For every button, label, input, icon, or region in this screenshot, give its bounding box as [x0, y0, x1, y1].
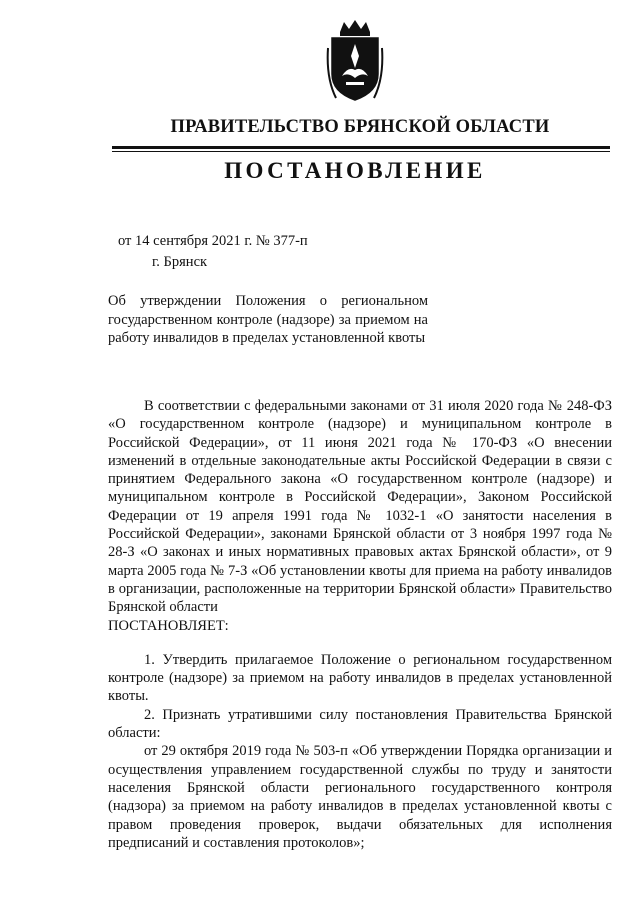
coat-of-arms-emblem	[326, 18, 384, 106]
item-2-paragraph: 2. Признать утратившими силу постановления Правительства Брянской области:	[108, 706, 612, 742]
date-number-line: от 14 сентября 2021 г. № 377-п	[118, 233, 308, 249]
government-name: ПРАВИТЕЛЬСТВО БРЯНСКОЙ ОБЛАСТИ	[170, 117, 550, 137]
document-subject: Об утверждении Положения о региональном государственном контроле (надзоре) за приемом на работу инвалидов в пределах установленной квоты	[108, 293, 428, 346]
resolves-heading: ПОСТАНОВЛЯЕТ:	[108, 617, 229, 634]
document-body	[108, 397, 612, 852]
city-line: г. Брянск	[152, 254, 208, 270]
header-rule-thick	[112, 146, 610, 149]
header-rule-thin	[112, 151, 610, 152]
item-1-paragraph: 1. Утвердить прилагаемое Положение о региональном государственном контроле (надзоре) за приемом на работу инвалидов в пределах установленной квоты.	[108, 651, 612, 705]
preamble-paragraph: В соответствии с федеральными законами от 31 июля 2020 года № 248-ФЗ «О государственном контроле (надзоре) и муниципальном контроле в Российской Федерации», от 11 июня 2021 года № 170-ФЗ «О внесении изменений в отдельные законодательные акты Российской Федерации в связи с принятием Федерального закона «О государственном контроле (надзоре) и муниципальном контроле в Российской Федерации», Законом Российской Федерации от 19 апреля 1991 года № 1032-1 «О занятости населения в Российской Федерации», законами Брянской области от 3 ноября 1997 года № 28-З «О законах и иных нормативных правовых актах Брянской области», от 9 марта 2005 года № 7-З «Об установлении квоты для приема на работу инвалидов в организации, расположенные на территории Брянской области» Правительство Брянской области	[108, 398, 612, 616]
item-2-sub-1-paragraph: от 29 октября 2019 года № 503-п «Об утверждении Порядка организации и осуществления управлением государственной службы по труду и занятости населения Брянской области регионального государственного контроля (надзора) за приемом на работу инвалидов в пределах установленной квоты с правом проведения проверок, выдачи обязательных для исполнения предписаний и составления протоколов»;	[108, 743, 612, 851]
document-type: ПОСТАНОВЛЕНИЕ	[224, 158, 486, 183]
